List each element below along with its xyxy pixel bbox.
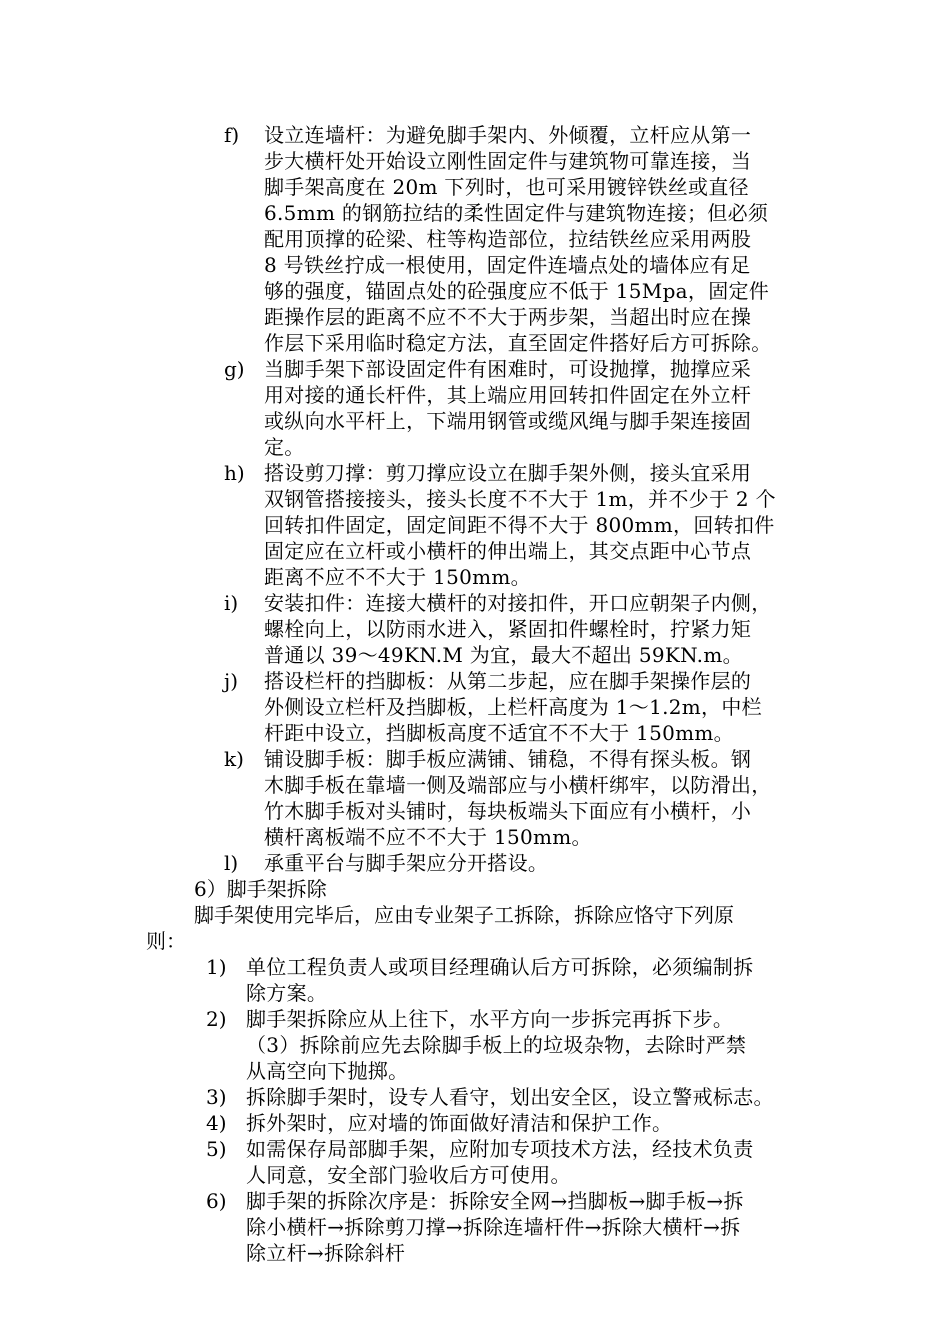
- list-item-text: 如需保存局部脚手架，应附加专项技术方法，经技术负责 人同意，安全部门验收后方可使用。: [246, 1137, 754, 1187]
- list-marker: 2): [206, 1007, 227, 1031]
- list-item-j: [224, 668, 824, 746]
- list-item-text: 承重平台与脚手架应分开搭设。: [264, 851, 549, 875]
- list-marker: 3): [206, 1085, 227, 1109]
- section-heading: 6）脚手架拆除: [194, 877, 327, 901]
- list-item-text: 搭设剪刀撑：剪刀撑应设立在脚手架外侧，接头宜采用 双钢管搭接接头，接头长度不不大于 1m，并不少于 2 个 回转扣件固定，固定间距不得不大于 800mm，回转扣件 固定应在立杆或小横杆的伸出端上，其交点距中心节点 距离不应不不大于 150mm。: [264, 461, 776, 589]
- list-item-text: 铺设脚手板：脚手板应满铺、铺稳，不得有探头板。钢 木脚手板在靠墙一侧及端部应与小横杆绑牢，以防滑出， 竹木脚手板对头铺时，每块板端头下面应有小横杆，小 横杆离板端不应不不大于 150mm。: [264, 747, 772, 849]
- list-item-h: [224, 460, 824, 590]
- list-item-text: 单位工程负责人或项目经理确认后方可拆除，必须编制拆 除方案。: [246, 955, 754, 1005]
- list-marker: j): [224, 669, 239, 693]
- numbered-item-1: [206, 954, 826, 1006]
- list-marker: 4): [206, 1111, 227, 1135]
- list-item-text: 设立连墙杆：为避免脚手架内、外倾覆，立杆应从第一 步大横杆处开始设立刚性固定件与建筑物可靠连接，当 脚手架高度在 20m 下列时，也可采用镀锌铁丝或直径 6.5mm 的钢筋拉结的柔性固定件与建筑物连接；但必须 配用顶撑的砼梁、柱等构造部位，拉结铁丝应采用两股 8 号铁丝拧成一根使用，固定件连墙点处的墙体应有足 够的强度，锚固点处的砼强度应不低于 15Mpa，固定件 距操作层的距离不应不不大于两步架，当超出时应在操 作层下采用临时稳定方法，直至固定件搭好后方可拆除。: [264, 123, 772, 355]
- list-marker: h): [224, 461, 245, 485]
- list-item-k: [224, 746, 844, 850]
- list-item-text: 脚手架的拆除次序是：拆除安全网→挡脚板→脚手板→拆 除小横杆→拆除剪刀撑→拆除连墙杆件→拆除大横杆→拆 除立杆→拆除斜杆: [246, 1189, 744, 1265]
- numbered-item-4: [206, 1110, 826, 1136]
- list-item-g: [224, 356, 824, 460]
- list-marker: 1): [206, 955, 227, 979]
- list-marker: i): [224, 591, 239, 615]
- list-item-text: 安装扣件：连接大横杆的对接扣件，开口应朝架子内侧， 螺栓向上，以防雨水进入，紧固扣件螺栓时，拧紧力矩 普通以 39～49KN.M 为宜，最大不超出 59KN.m。: [264, 591, 772, 667]
- list-marker: 5): [206, 1137, 227, 1161]
- numbered-item-3: [206, 1084, 846, 1110]
- numbered-item-2: [206, 1006, 826, 1084]
- list-item-i: [224, 590, 844, 668]
- list-marker: g): [224, 357, 245, 381]
- list-item-text: 搭设栏杆的挡脚板：从第二步起，应在脚手架操作层的 外侧设立栏杆及挡脚板，上栏杆高度为 1～1.2m，中栏 杆距中设立，挡脚板高度不适宜不不大于 150mm。: [264, 669, 762, 745]
- list-item-text: 拆除脚手架时，设专人看守，划出安全区，设立警戒标志。: [246, 1085, 774, 1109]
- list-marker: 6): [206, 1189, 227, 1213]
- numbered-item-5: [206, 1136, 826, 1188]
- list-item-l: [224, 850, 824, 876]
- list-item-text: 当脚手架下部设固定件有困难时，可设抛撑，抛撑应采 用对接的通长杆件，其上端应用回转扣件固定在外立杆 或纵向水平杆上，下端用钢管或缆风绳与脚手架连接固 定。: [264, 357, 752, 459]
- list-marker: f): [224, 123, 240, 147]
- list-marker: k): [224, 747, 244, 771]
- list-marker: l): [224, 851, 239, 875]
- list-item-text: 拆外架时，应对墙的饰面做好清洁和保护工作。: [246, 1111, 673, 1135]
- intro-line-1: 脚手架使用完毕后，应由专业架子工拆除，拆除应恪守下列原: [194, 903, 734, 927]
- intro-line-2: 则：: [146, 929, 186, 953]
- numbered-item-6: [206, 1188, 826, 1266]
- list-item-text: 脚手架拆除应从上往下，水平方向一步拆完再拆下步。 （3）拆除前应先去除脚手板上的垃圾杂物，去除时严禁 从高空向下抛掷。: [246, 1007, 747, 1083]
- list-item-f: [224, 122, 824, 356]
